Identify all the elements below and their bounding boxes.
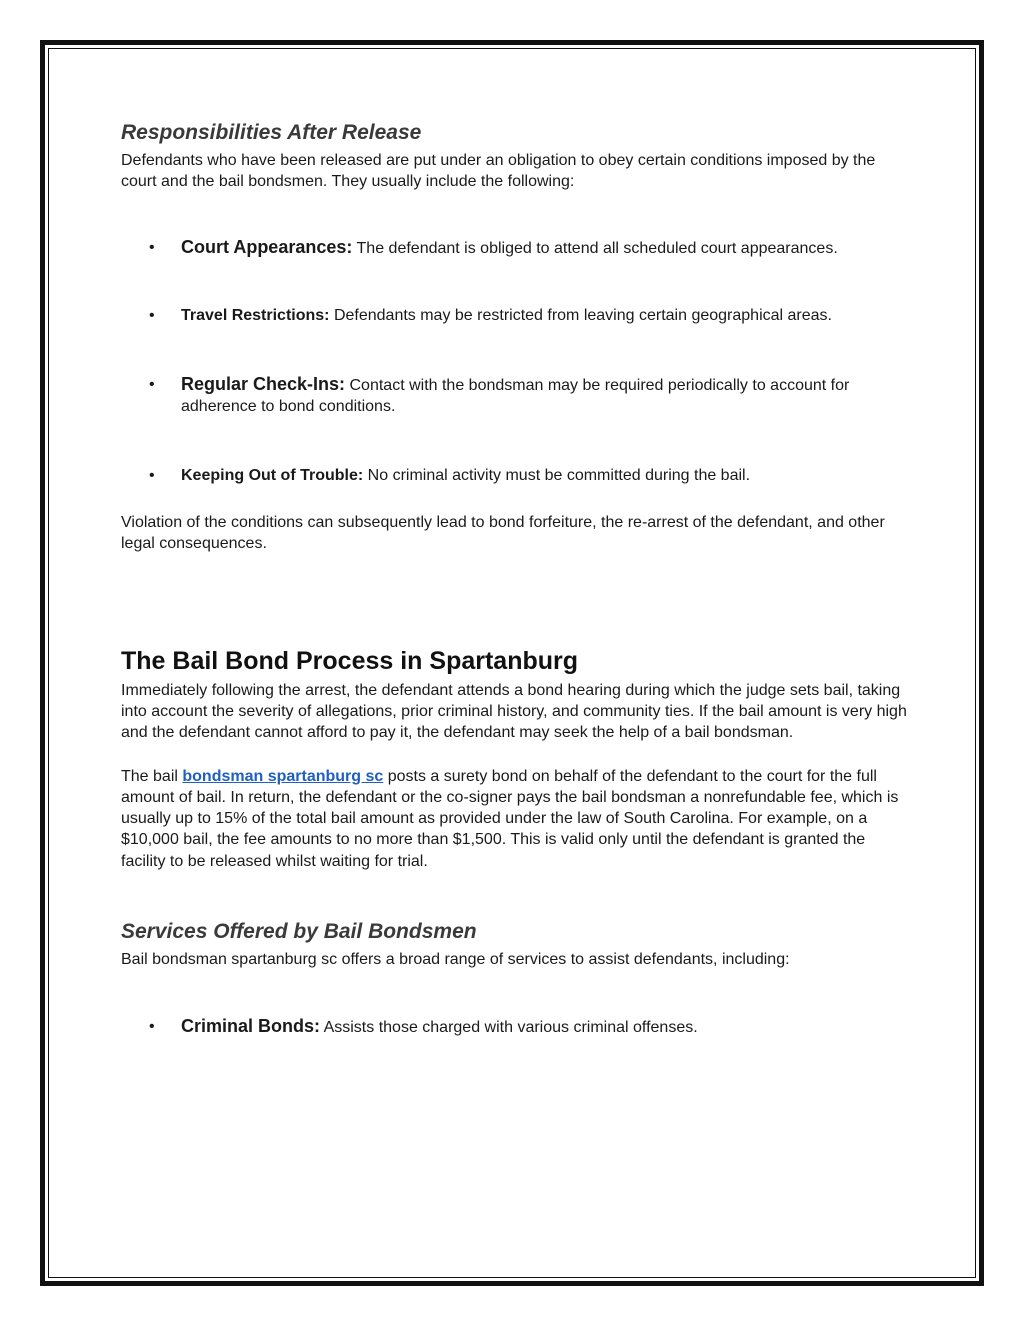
section-heading-bail-process: The Bail Bond Process in Spartanburg (121, 646, 579, 675)
list-item (121, 305, 911, 327)
paragraph-2-start: The bail (121, 767, 183, 785)
list-item-term: Regular Check-Ins: (181, 373, 346, 394)
document-content (121, 118, 911, 1039)
list-item (121, 374, 911, 418)
list-item-term: Court Appearances: (181, 236, 353, 257)
list-item (121, 465, 911, 487)
list-item-text: Assists those charged with various criminal offenses. (320, 1019, 698, 1037)
list-item-term: Criminal Bonds: (181, 1016, 321, 1037)
list-item-text: Contact with the bondsman may be required periodically to account for adherence to bond conditions. (181, 376, 850, 416)
list-item (121, 1016, 911, 1039)
bullet-icon: • (149, 466, 155, 484)
bullet-icon: • (149, 307, 155, 325)
list-item (121, 237, 911, 260)
list-item-text: No criminal activity must be committed during the bail. (363, 466, 751, 484)
bondsman-spartanburg-link[interactable]: bondsman spartanburg sc (182, 767, 384, 785)
list-item-text: The defendant is obliged to attend all scheduled court appearances. (352, 239, 838, 257)
list-item-text: Defendants may be restricted from leaving certain geographical areas. (329, 307, 832, 325)
list-item-term: Keeping Out of Trouble: (181, 466, 364, 484)
bullet-icon: • (149, 1018, 155, 1036)
responsibilities-outro: Violation of the conditions can subsequently lead to bond forfeiture, the re-arrest of the defendant, and other legal consequences. (121, 514, 885, 553)
paragraph-2-rest: posts a surety bond on behalf of the defendant to the court for the full amount of bail. In return, the defendant or the co-signer pays the bail bondsman a nonrefundable fee, which is usually up to 15% of the total bail amount as provided under the law of South Carolina. For example, on a $10,000 bail, the fee amounts to no more than $1,500. This is valid only until the defendant is granted the facility to be released whilst waiting for trial. (121, 767, 899, 870)
responsibilities-list (121, 237, 911, 487)
bullet-icon: • (149, 238, 155, 256)
section-heading-services: Services Offered by Bail Bondsmen (121, 920, 477, 944)
bail-process-paragraph-2 (121, 766, 911, 872)
bullet-icon: • (149, 375, 155, 393)
services-list (121, 1016, 911, 1039)
services-intro: Bail bondsman spartanburg sc offers a broad range of services to assist defendants, including: (121, 951, 790, 969)
list-item-term: Travel Restrictions: (181, 307, 330, 325)
section-heading-responsibilities: Responsibilities After Release (121, 121, 422, 144)
bail-process-paragraph-1: Immediately following the arrest, the defendant attends a bond hearing during which the judge sets bail, taking into account the severity of allegations, prior criminal history, and community ties. If the bail amount is very high and the defendant cannot afford to pay it, the defendant may seek the help of a bail bondsman. (121, 681, 907, 742)
responsibilities-intro: Defendants who have been released are put under an obligation to obey certain conditions imposed by the court and the bail bondsmen. They usually include the following: (121, 152, 876, 191)
